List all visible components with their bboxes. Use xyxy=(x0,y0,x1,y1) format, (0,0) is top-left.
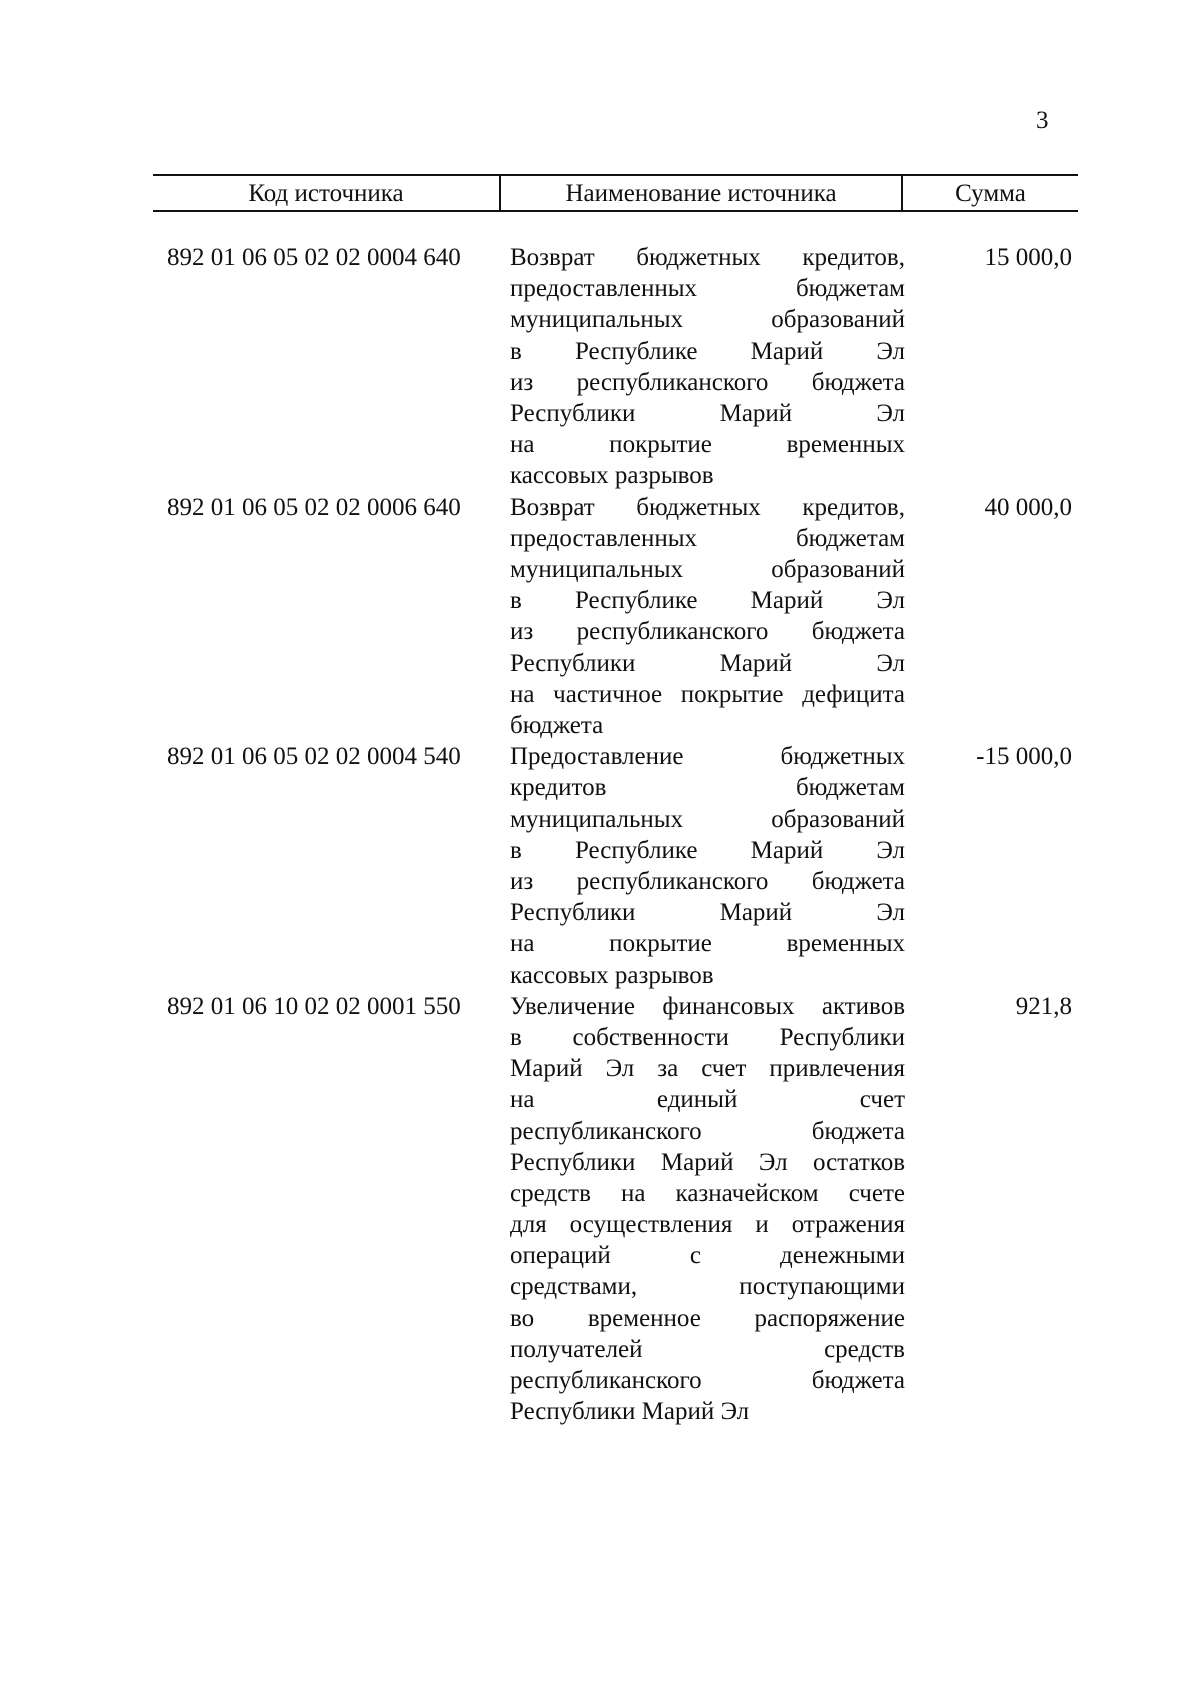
source-name-line: Республики Марий Эл xyxy=(510,1398,750,1426)
source-sum: 15 000,0 xyxy=(984,244,1072,271)
source-name-line: получателей средств xyxy=(510,1335,905,1363)
source-name-line: из республиканского бюджета xyxy=(510,368,905,396)
source-name-line: на покрытие временных xyxy=(510,431,905,459)
source-name-line: из республиканского бюджета xyxy=(510,618,905,646)
header-name: Наименование источника xyxy=(565,180,837,207)
source-name-line: Увеличение финансовых активов xyxy=(510,992,905,1020)
source-name-line: для осуществления и отражения xyxy=(510,1211,905,1239)
source-name-line: Марий Эл за счет привлечения xyxy=(510,1055,905,1083)
source-name-line: муниципальных образований xyxy=(510,306,905,334)
source-name xyxy=(510,741,905,991)
source-name-line: Возврат бюджетных кредитов, xyxy=(510,493,905,521)
source-name-line: операций с денежными xyxy=(510,1242,905,1270)
source-name-line: кассовых разрывов xyxy=(510,961,714,989)
source-name xyxy=(510,492,905,742)
source-name-line: Республики Марий Эл xyxy=(510,649,905,677)
source-code: 892 01 06 10 02 02 0001 550 xyxy=(167,992,461,1020)
source-name-line: на частичное покрытие дефицита xyxy=(510,680,905,708)
source-name-line: средств на казначейском счете xyxy=(510,1179,905,1207)
page-number: 3 xyxy=(1036,107,1049,134)
source-name-line: Возврат бюджетных кредитов, xyxy=(510,244,905,271)
source-name-line: на покрытие временных xyxy=(510,930,905,958)
header-code: Код источника xyxy=(248,180,404,207)
source-name-line: муниципальных образований xyxy=(510,805,905,833)
source-name-line: Республики Марий Эл остатков xyxy=(510,1148,905,1176)
source-code: 892 01 06 05 02 02 0004 640 xyxy=(167,244,461,271)
source-name-line: из республиканского бюджета xyxy=(510,867,905,895)
source-sum: 921,8 xyxy=(1015,992,1072,1020)
source-code: 892 01 06 05 02 02 0004 540 xyxy=(167,743,461,771)
source-name-line: бюджета xyxy=(510,711,604,739)
source-name-line: муниципальных образований xyxy=(510,555,905,583)
source-name-line: в Республике Марий Эл xyxy=(510,836,905,864)
source-code: 892 01 06 05 02 02 0006 640 xyxy=(167,493,461,521)
source-name-line: Республики Марий Эл xyxy=(510,399,905,427)
source-name xyxy=(510,242,905,492)
source-name-line: в собственности Республики xyxy=(510,1023,905,1051)
source-name-line: республиканского бюджета xyxy=(510,1367,905,1395)
source-name-line: средствами, поступающими xyxy=(510,1273,905,1301)
source-name-line: предоставленных бюджетам xyxy=(510,524,905,552)
source-name-line: кассовых разрывов xyxy=(510,462,714,490)
source-name-line: на единый счет xyxy=(510,1086,905,1114)
source-name-line: Республики Марий Эл xyxy=(510,899,905,927)
source-name-line: в Республике Марий Эл xyxy=(510,587,905,615)
source-sum: 40 000,0 xyxy=(984,493,1072,521)
source-name-line: во временное распоряжение xyxy=(510,1304,905,1332)
source-name-line: в Республике Марий Эл xyxy=(510,337,905,365)
source-name-line: предоставленных бюджетам xyxy=(510,275,905,303)
header-sum: Сумма xyxy=(955,180,1026,207)
source-name-line: кредитов бюджетам xyxy=(510,774,905,802)
table-header xyxy=(153,174,1078,212)
source-name xyxy=(510,991,905,1428)
source-name-line: Предоставление бюджетных xyxy=(510,743,905,771)
source-name-line: республиканского бюджета xyxy=(510,1117,905,1145)
source-sum: -15 000,0 xyxy=(976,743,1072,771)
